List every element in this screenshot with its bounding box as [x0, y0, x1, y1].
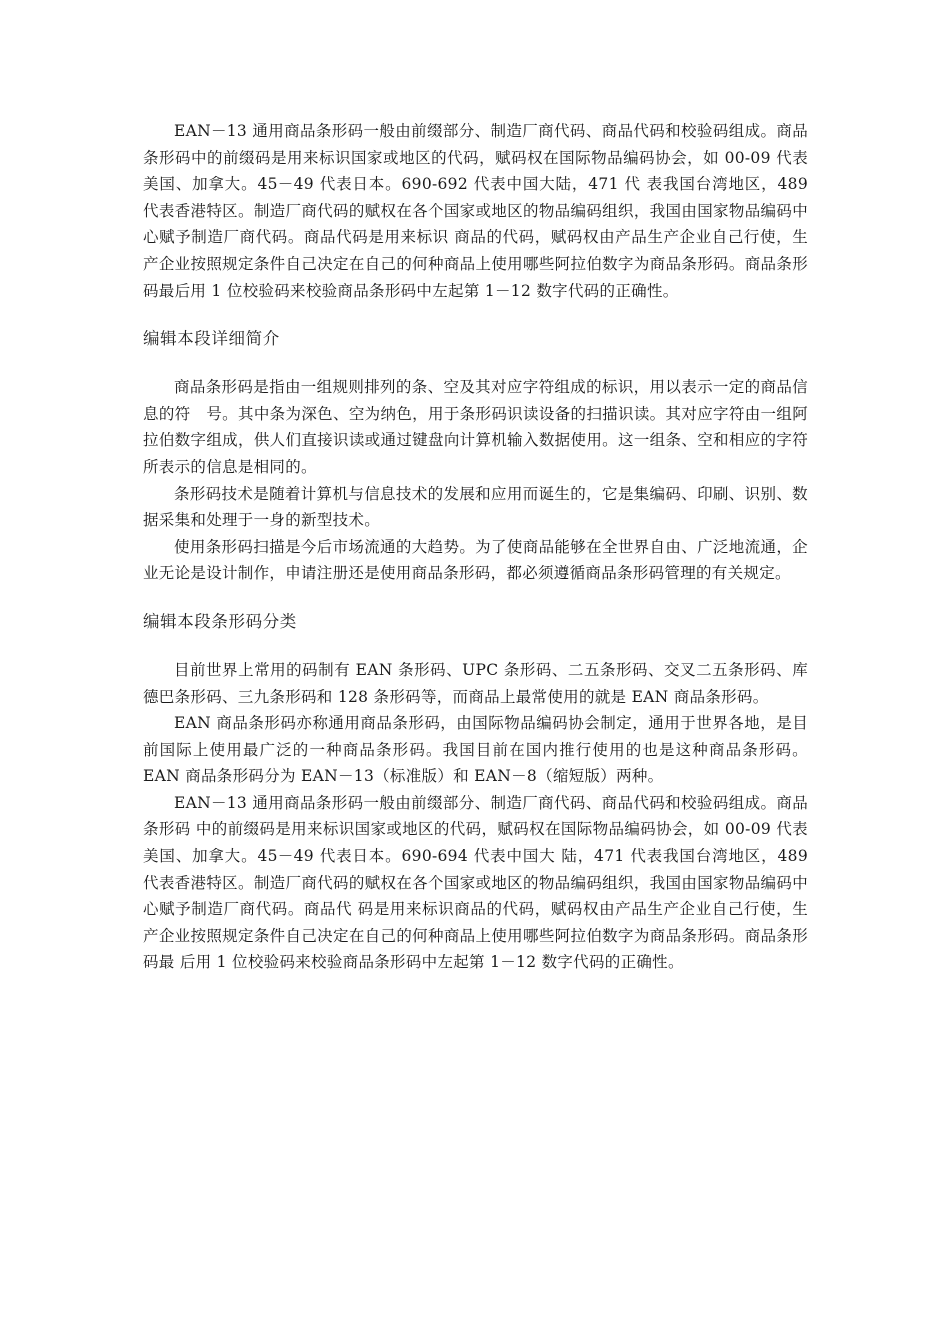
- document-body: [143, 118, 808, 976]
- paragraph: 条形码技术是随着计算机与信息技术的发展和应用而诞生的，它是集编码、印刷、识别、数据采集和处理于一身的新型技术。: [143, 484, 808, 530]
- section-heading-detail-intro: 编辑本段详细简介: [143, 329, 280, 349]
- paragraph: EAN－13 通用商品条形码一般由前缀部分、制造厂商代码、商品代码和校验码组成。商品条形码 中的前缀码是用来标识国家或地区的代码，赋码权在国际物品编码协会，如 00-09 代表美国、加拿大。45－49 代表日本。690-694 代表中国大 陆，471 代表我国台湾地区，489 代表香港特区。制造厂商代码的赋权在各个国家或地区的物品编码组织，我国由国家物品编码中心赋予制造厂商代码。商品代 码是用来标识商品的代码，赋码权由产品生产企业自己行使，生产企业按照规定条件自己决定在自己的何种商品上使用哪些阿拉伯数字为商品条形码。商品条形码最 后用 1 位校验码来校验商品条形码中左起第 1－12 数字代码的正确性。: [143, 793, 808, 972]
- paragraph: 商品条形码是指由一组规则排列的条、空及其对应字符组成的标识，用以表示一定的商品信息的符 号。其中条为深色、空为纳色，用于条形码识读设备的扫描识读。其对应字符由一组阿拉伯数字组成，供人们直接识读或通过键盘向计算机输入数据使用。这一组条、空和相应的字符所表示的信息是相同的。: [143, 378, 808, 476]
- section-heading-barcode-types: 编辑本段条形码分类: [143, 611, 297, 631]
- section-barcode-types: [143, 657, 808, 976]
- section-detail-intro: [143, 374, 808, 587]
- paragraph: 使用条形码扫描是今后市场流通的大趋势。为了使商品能够在全世界自由、广泛地流通，企业无论是设计制作，申请注册还是使用商品条形码，都必须遵循商品条形码管理的有关规定。: [143, 537, 808, 583]
- intro-paragraph: EAN－13 通用商品条形码一般由前缀部分、制造厂商代码、商品代码和校验码组成。商品条形码中的前缀码是用来标识国家或地区的代码，赋码权在国际物品编码协会，如 00-09 代表美国、加拿大。45－49 代表日本。690-692 代表中国大陆，471 代 表我国台湾地区，489 代表香港特区。制造厂商代码的赋权在各个国家或地区的物品编码组织，我国由国家物品编码中心赋予制造厂商代码。商品代码是用来标识 商品的代码，赋码权由产品生产企业自己行使，生产企业按照规定条件自己决定在自己的何种商品上使用哪些阿拉伯数字为商品条形码。商品条形码最后用 1 位校验码来校验商品条形码中左起第 1－12 数字代码的正确性。: [143, 122, 808, 300]
- paragraph: 目前世界上常用的码制有 EAN 条形码、UPC 条形码、二五条形码、交叉二五条形码、库德巴条形码、三九条形码和 128 条形码等，而商品上最常使用的就是 EAN 商品条形码。: [143, 660, 808, 706]
- spacer: [143, 587, 808, 593]
- paragraph: EAN 商品条形码亦称通用商品条形码，由国际物品编码协会制定，通用于世界各地，是目前国际上使用最广泛的一种商品条形码。我国目前在国内推行使用的也是这种商品条形码。EAN 商品条形码分为 EAN－13（标准版）和 EAN－8（缩短版）两种。: [143, 714, 808, 786]
- spacer: [143, 304, 808, 310]
